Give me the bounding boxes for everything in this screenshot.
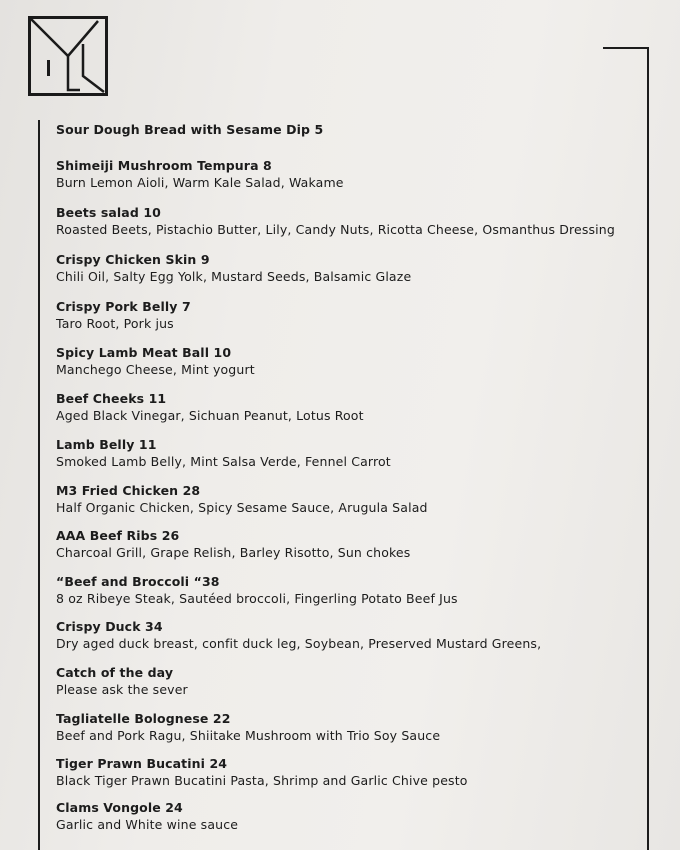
menu-item <box>56 483 636 516</box>
menu-item-description: Roasted Beets, Pistachio Butter, Lily, Candy Nuts, Ricotta Cheese, Osmanthus Dressing <box>56 222 615 237</box>
menu-item-name: Tiger Prawn Bucatini 24 <box>56 756 228 771</box>
menu-item <box>56 252 636 285</box>
menu-item <box>56 158 636 191</box>
menu-item <box>56 437 636 470</box>
menu-item <box>56 711 636 744</box>
right-border-corner <box>603 47 649 49</box>
restaurant-logo <box>28 16 108 96</box>
menu-item-name: “Beef and Broccoli “38 <box>56 574 220 589</box>
menu-item-description: Black Tiger Prawn Bucatini Pasta, Shrimp and Garlic Chive pesto <box>56 773 468 788</box>
menu-item-description: Half Organic Chicken, Spicy Sesame Sauce, Arugula Salad <box>56 500 428 515</box>
menu-item-description: Taro Root, Pork jus <box>56 316 174 331</box>
menu-item <box>56 122 636 138</box>
menu-item-description: Smoked Lamb Belly, Mint Salsa Verde, Fennel Carrot <box>56 454 391 469</box>
menu-item-name: Beets salad 10 <box>56 205 161 220</box>
menu-item-description: Beef and Pork Ragu, Shiitake Mushroom with Trio Soy Sauce <box>56 728 441 743</box>
menu-item-name: Lamb Belly 11 <box>56 437 157 452</box>
menu-item-name: Catch of the day <box>56 665 174 680</box>
menu-item-name: Clams Vongole 24 <box>56 800 183 815</box>
menu-item-name: Crispy Pork Belly 7 <box>56 299 191 314</box>
menu-item-description: Please ask the sever <box>56 682 188 697</box>
menu-item <box>56 756 636 789</box>
menu-item-description: Chili Oil, Salty Egg Yolk, Mustard Seeds, Balsamic Glaze <box>56 269 412 284</box>
menu-item <box>56 205 636 238</box>
menu-item-name: Spicy Lamb Meat Ball 10 <box>56 345 232 360</box>
menu-item-name: Sour Dough Bread with Sesame Dip 5 <box>56 122 324 137</box>
menu-item-name: Shimeiji Mushroom Tempura 8 <box>56 158 272 173</box>
menu-item-name: Beef Cheeks 11 <box>56 391 167 406</box>
menu-item-name: M3 Fried Chicken 28 <box>56 483 201 498</box>
menu-item-name: Crispy Chicken Skin 9 <box>56 252 210 267</box>
menu-item <box>56 619 636 652</box>
menu-item <box>56 299 636 332</box>
menu-item-name: Tagliatelle Bolognese 22 <box>56 711 231 726</box>
menu-item <box>56 665 636 698</box>
menu-item-name: Crispy Duck 34 <box>56 619 163 634</box>
menu-item <box>56 800 636 833</box>
menu-item-description: Manchego Cheese, Mint yogurt <box>56 362 255 377</box>
left-border-line <box>38 120 40 850</box>
menu-item <box>56 528 636 561</box>
menu-item <box>56 574 636 607</box>
menu-item <box>56 391 636 424</box>
menu-item-description: Aged Black Vinegar, Sichuan Peanut, Lotus Root <box>56 408 364 423</box>
menu-item-description: Charcoal Grill, Grape Relish, Barley Risotto, Sun chokes <box>56 545 411 560</box>
menu-item-description: Garlic and White wine sauce <box>56 817 239 832</box>
menu-item-description: 8 oz Ribeye Steak, Sautéed broccoli, Fingerling Potato Beef Jus <box>56 591 458 606</box>
right-border-line <box>647 47 649 850</box>
menu-item <box>56 345 636 378</box>
menu-item-description: Burn Lemon Aioli, Warm Kale Salad, Wakame <box>56 175 344 190</box>
menu-item-name: AAA Beef Ribs 26 <box>56 528 180 543</box>
menu-item-description: Dry aged duck breast, confit duck leg, Soybean, Preserved Mustard Greens, <box>56 636 542 651</box>
